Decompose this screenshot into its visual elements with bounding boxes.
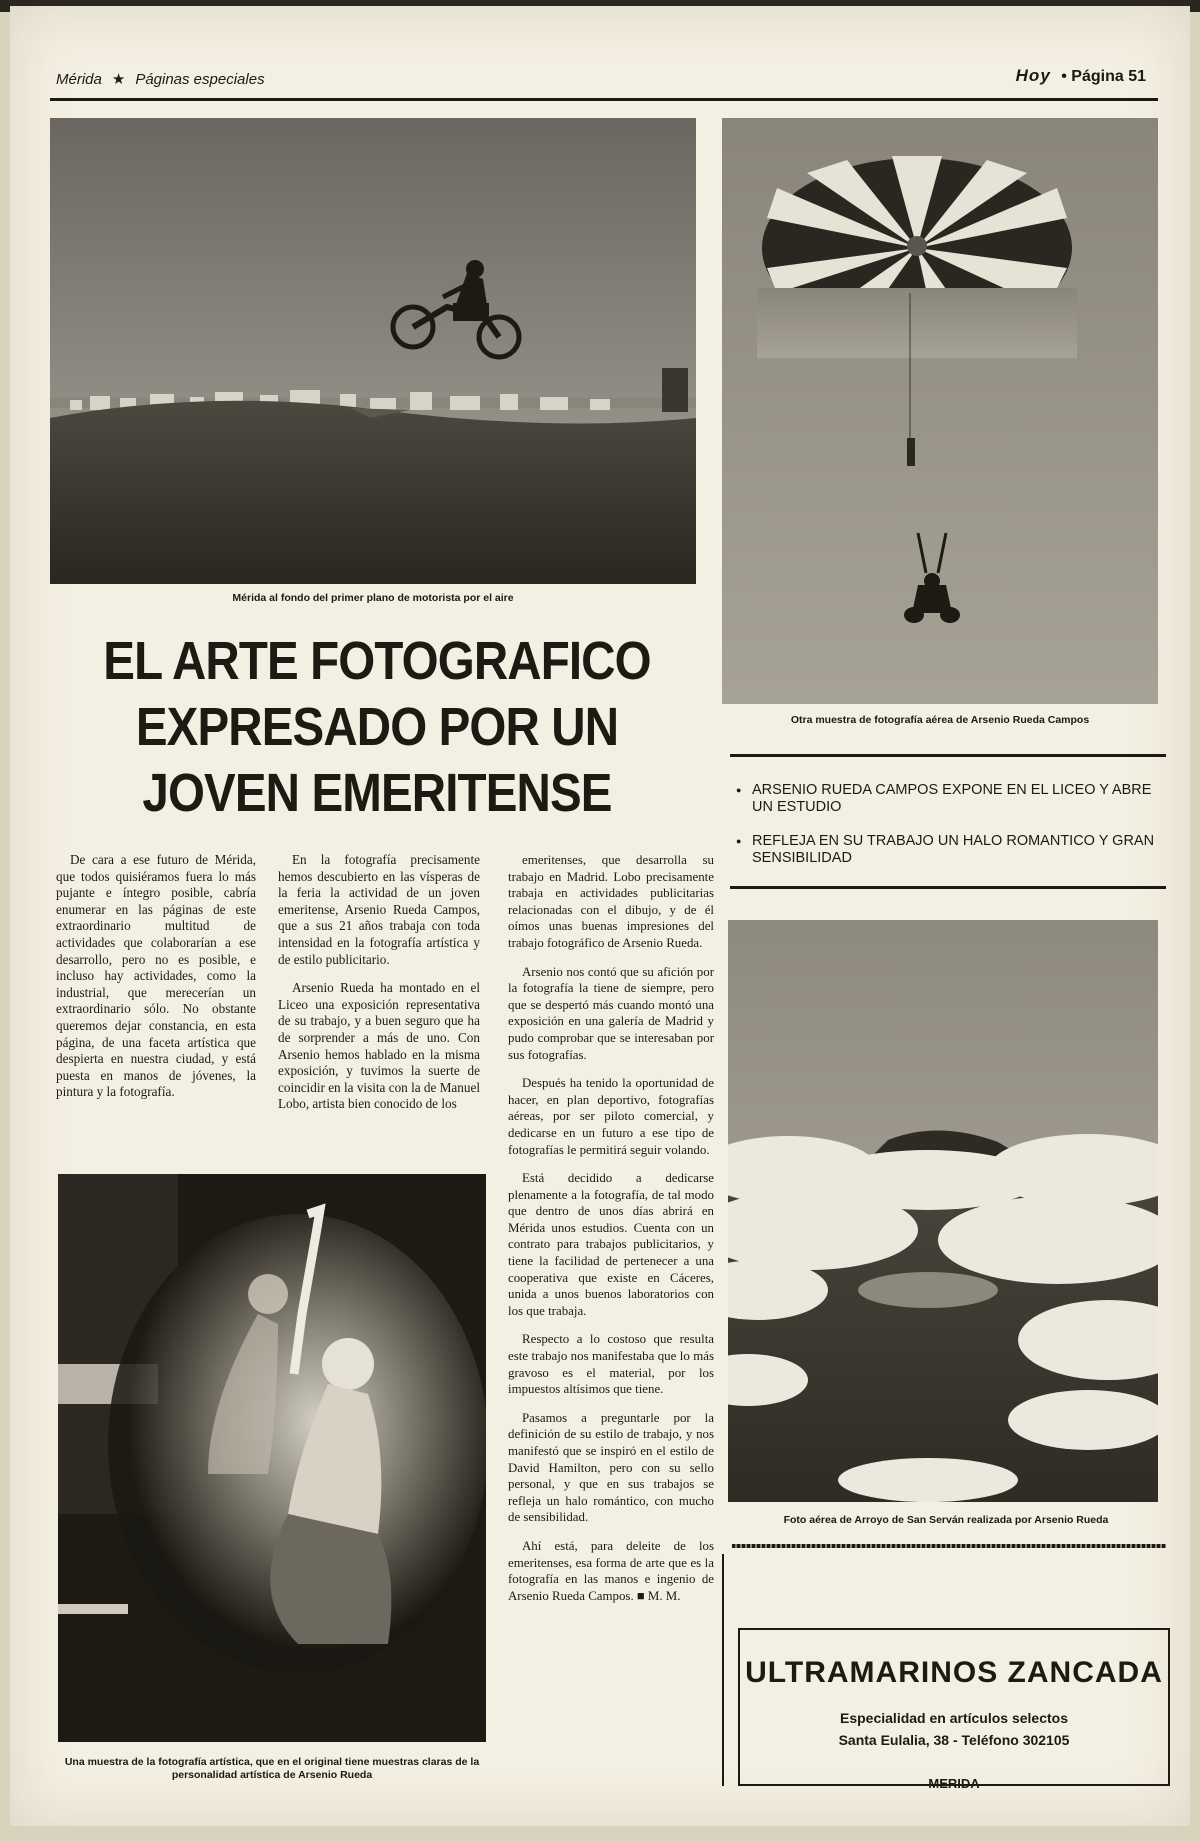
header-rule bbox=[50, 98, 1158, 101]
page-label: Página 51 bbox=[1071, 68, 1146, 85]
section-subname: Páginas especiales bbox=[135, 71, 265, 88]
motorcycle-photo bbox=[50, 118, 696, 584]
bullets-top-rule bbox=[730, 754, 1166, 757]
ad-store-name: ULTRAMARINOS ZANCADA bbox=[745, 1656, 1163, 1689]
ad-specialty: Especialidad en artículos selectos bbox=[840, 1710, 1068, 1726]
column-divider bbox=[722, 1554, 724, 1786]
paragraph: Arsenio nos contó que su afición por la fotografía la tiene de siempre, pero que se despertó más cuando montó una exposición en una galería de Madrid y pudo comprobar que se interesaban por sus fotografías. bbox=[508, 964, 714, 1062]
paragraph: Arsenio Rueda ha montado en el Liceo una exposición representativa de su trabajo, y a buen seguro que ha de sorprender a más de uno. Con Arsenio hemos hablado en la misma exposición, y tuvimos la suerte de coincidir en la visita con la de Manuel Lobo, artista bien conocido de los bbox=[278, 980, 480, 1112]
ad-city: MERIDA bbox=[928, 1776, 980, 1791]
bullet-item: ● REFLEJA EN SU TRABAJO UN HALO ROMANTICO Y GRAN SENSIBILIDAD bbox=[736, 833, 1166, 867]
paragraph: Está decidido a dedicarse plenamente a la fotografía, de tal modo que dentro de unos días abrirá en Mérida unos estudios. Cuenta con un contrato para trabajos publicitarios, y tiene la facilidad de pertenecer a una cooperativa que existe en Cáceres, unida a unos buenos laboratorios con los que trabaja. bbox=[508, 1171, 714, 1318]
article-column-2 bbox=[278, 852, 480, 1125]
article-column-3 bbox=[508, 852, 714, 1616]
motorcycle-caption: Mérida al fondo del primer plano de motorista por el aire bbox=[232, 592, 514, 604]
article-headline: EL ARTE FOTOGRAFICO EXPRESADO POR UN JOVEN EMERITENSE bbox=[103, 631, 651, 823]
paragraph: De cara a ese futuro de Mérida, que todos quisiéramos fuera lo más pujante e íntegro posible, cabría enumerar en las páginas de este extraordinario multitud de actividades que colaborarían a ese desarrollo, pero no es posible, e incluso hay actividades, como la industrial, que merecerían un extraordinario sólo. No obstante queremos dejar constancia, en esta página, de una faceta artística que despierta en nuestra ciudad, y está puesta en manos de jóvenes, la pintura y la fotografía. bbox=[56, 852, 256, 1100]
section-name: Mérida bbox=[56, 71, 102, 88]
parachute-caption: Otra muestra de fotografía aérea de Arsenio Rueda Campos bbox=[790, 714, 1090, 726]
bullet-item: ● ARSENIO RUEDA CAMPOS EXPONE EN EL LICEO Y ABRE UN ESTUDIO bbox=[736, 782, 1166, 816]
paragraph: Después ha tenido la oportunidad de hacer, en plan deportivo, fotografías aéreas, por ser piloto comercial, y dedicarse en un futuro a ese tipo de fotografías le permitirá seguir volando. bbox=[508, 1076, 714, 1157]
aerial-photo bbox=[728, 920, 1158, 1502]
bullet-highlights bbox=[736, 782, 1166, 884]
paragraph: Pasamos a preguntarle por la definición de su estilo de trabajo, y nos manifestó que se inspiró en el estilo de David Hamilton, pero con su sello personal, y que en sus trabajos se refleja un halo romántico, con mucho de sensibilidad. bbox=[508, 1410, 714, 1525]
aerial-caption: Foto aérea de Arroyo de San Serván realizada por Arsenio Rueda bbox=[783, 1514, 1109, 1526]
ad-address: Santa Eulalia, 38 - Teléfono 302105 bbox=[838, 1732, 1070, 1748]
bullets-bottom-rule bbox=[730, 886, 1166, 889]
parachute-photo bbox=[722, 118, 1158, 704]
page-header bbox=[48, 62, 1158, 96]
ad-top-rule bbox=[732, 1544, 1166, 1548]
paragraph: emeritenses, que desarrolla su trabajo en Madrid. Lobo precisamente trabaja en actividades publicitarias relacionadas con el dibujo, y de él oímos unas buenas impresiones del trabajo fotográfico de Arsenio Rueda. bbox=[508, 853, 714, 950]
bullet-icon: • bbox=[1061, 68, 1067, 85]
newspaper-logo: Hoy bbox=[1015, 66, 1051, 85]
star-icon: ★ bbox=[111, 71, 126, 88]
article-column-1 bbox=[56, 852, 256, 1113]
paragraph: Respecto a lo costoso que resulta este trabajo nos manifestaba que lo más gravoso es el material, por los impuestos altísimos que tiene. bbox=[508, 1332, 714, 1397]
page-number bbox=[1016, 66, 1146, 86]
advertisement-box bbox=[738, 1628, 1170, 1791]
portrait-caption: Una muestra de la fotografía artística, que en el original tiene muestras claras de la personalidad artística de Arsenio Rueda bbox=[64, 1756, 480, 1781]
newspaper-page bbox=[10, 6, 1190, 1826]
paragraph: Ahí está, para deleite de los emeritenses, esa forma de arte que es la fotografía en las manos e ingenio de Arsenio Rueda Campos. ■ M. M. bbox=[508, 1538, 714, 1603]
section-label bbox=[56, 70, 265, 88]
paragraph: En la fotografía precisamente hemos descubierto en las vísperas de la feria la actividad de un joven emeritense, Arsenio Rueda Campos, que a sus 21 años trabaja con toda intensidad en la fotografía artística y de estilo publicitario. bbox=[278, 852, 480, 967]
portrait-photo bbox=[58, 1174, 486, 1742]
